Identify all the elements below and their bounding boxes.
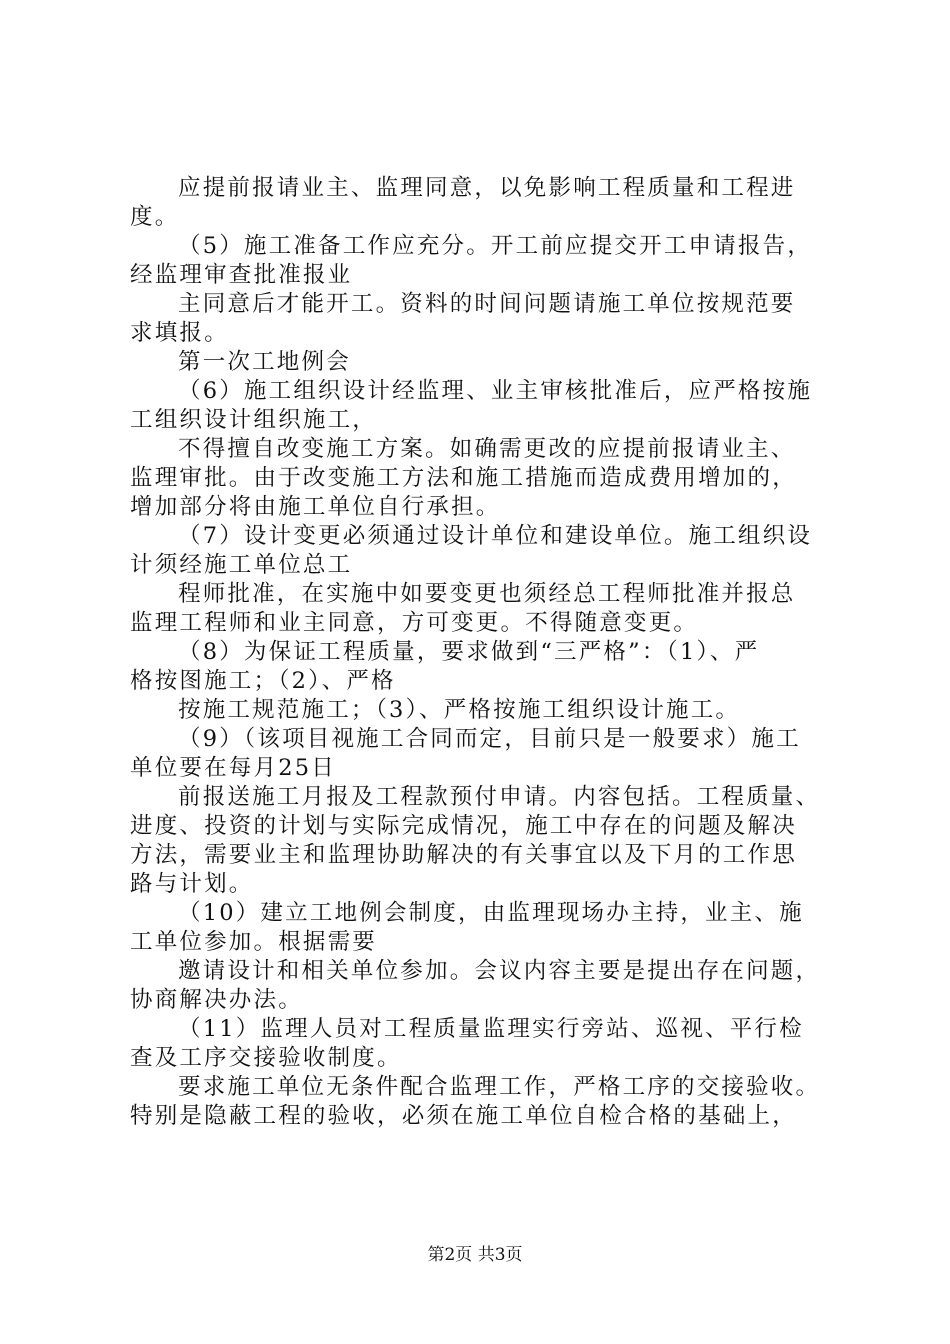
document-body: [130, 174, 835, 1131]
text-line: 增加部分将由施工单位自行承担。: [130, 494, 501, 520]
text-line: （7）设计变更必须通过设计单位和建设单位。施工组织设: [178, 523, 813, 549]
text-line: 特别是隐蔽工程的验收，必须在施工单位自检合格的基础上，: [130, 1103, 797, 1129]
text-line: （11）监理人员对工程质量监理实行旁站、巡视、平行检: [178, 1016, 804, 1042]
text-line: 经监理审查批准报业: [130, 262, 353, 288]
text-line: 计须经施工单位总工: [130, 552, 353, 578]
page-number-footer: 第2页 共3页: [427, 1245, 523, 1265]
text-line: 不得擅自改变施工方案。如确需更改的应提前报请业主、: [178, 436, 796, 462]
text-line: 监理审批。由于改变施工方法和施工措施而造成费用增加的，: [130, 465, 797, 491]
text-line: 单位要在每月25日: [130, 755, 336, 781]
text-line: 工组织设计组织施工，: [130, 407, 378, 433]
text-line: 查及工序交接验收制度。: [130, 1045, 402, 1071]
text-line: 要求施工单位无条件配合监理工作，严格工序的交接验收。: [178, 1074, 821, 1100]
text-line: 工单位参加。根据需要: [130, 929, 378, 955]
text-line: （9）（该项目视施工合同而定，目前只是一般要求）施工: [178, 726, 801, 752]
text-line: （10）建立工地例会制度，由监理现场办主持，业主、施: [178, 900, 804, 926]
text-line: 前报送施工月报及工程款预付申请。内容包括。工程质量、: [178, 784, 821, 810]
text-line: 应提前报请业主、监理同意，以免影响工程质量和工程进: [178, 175, 796, 201]
text-line: （8）为保证工程质量，要求做到“三严格”：（1）、严: [178, 639, 760, 665]
text-line: 求填报。: [130, 320, 229, 346]
text-line: 程师批准，在实施中如要变更也须经总工程师批准并报总: [178, 581, 796, 607]
text-line: 方法，需要业主和监理协助解决的有关事宜以及下月的工作思: [130, 842, 797, 868]
section-heading: 第一次工地例会: [178, 349, 351, 375]
text-line: 度。: [130, 204, 180, 230]
text-line: 主同意后才能开工。资料的时间问题请施工单位按规范要: [178, 291, 796, 317]
text-line: 协商解决办法。: [130, 987, 303, 1013]
text-line: （5）施工准备工作应充分。开工前应提交开工申请报告，: [178, 233, 813, 259]
text-line: 按施工规范施工；（3）、严格按施工组织设计施工。: [178, 697, 741, 723]
text-line: 格按图施工；（2）、严格: [130, 668, 396, 694]
text-line: 邀请设计和相关单位参加。会议内容主要是提出存在问题，: [178, 958, 821, 984]
text-line: 监理工程师和业主同意，方可变更。不得随意变更。: [130, 610, 699, 636]
text-line: 进度、投资的计划与实际完成情况，施工中存在的问题及解决: [130, 813, 797, 839]
text-line: 路与计划。: [130, 871, 254, 897]
text-line: （6）施工组织设计经监理、业主审核批准后，应严格按施: [178, 378, 813, 404]
